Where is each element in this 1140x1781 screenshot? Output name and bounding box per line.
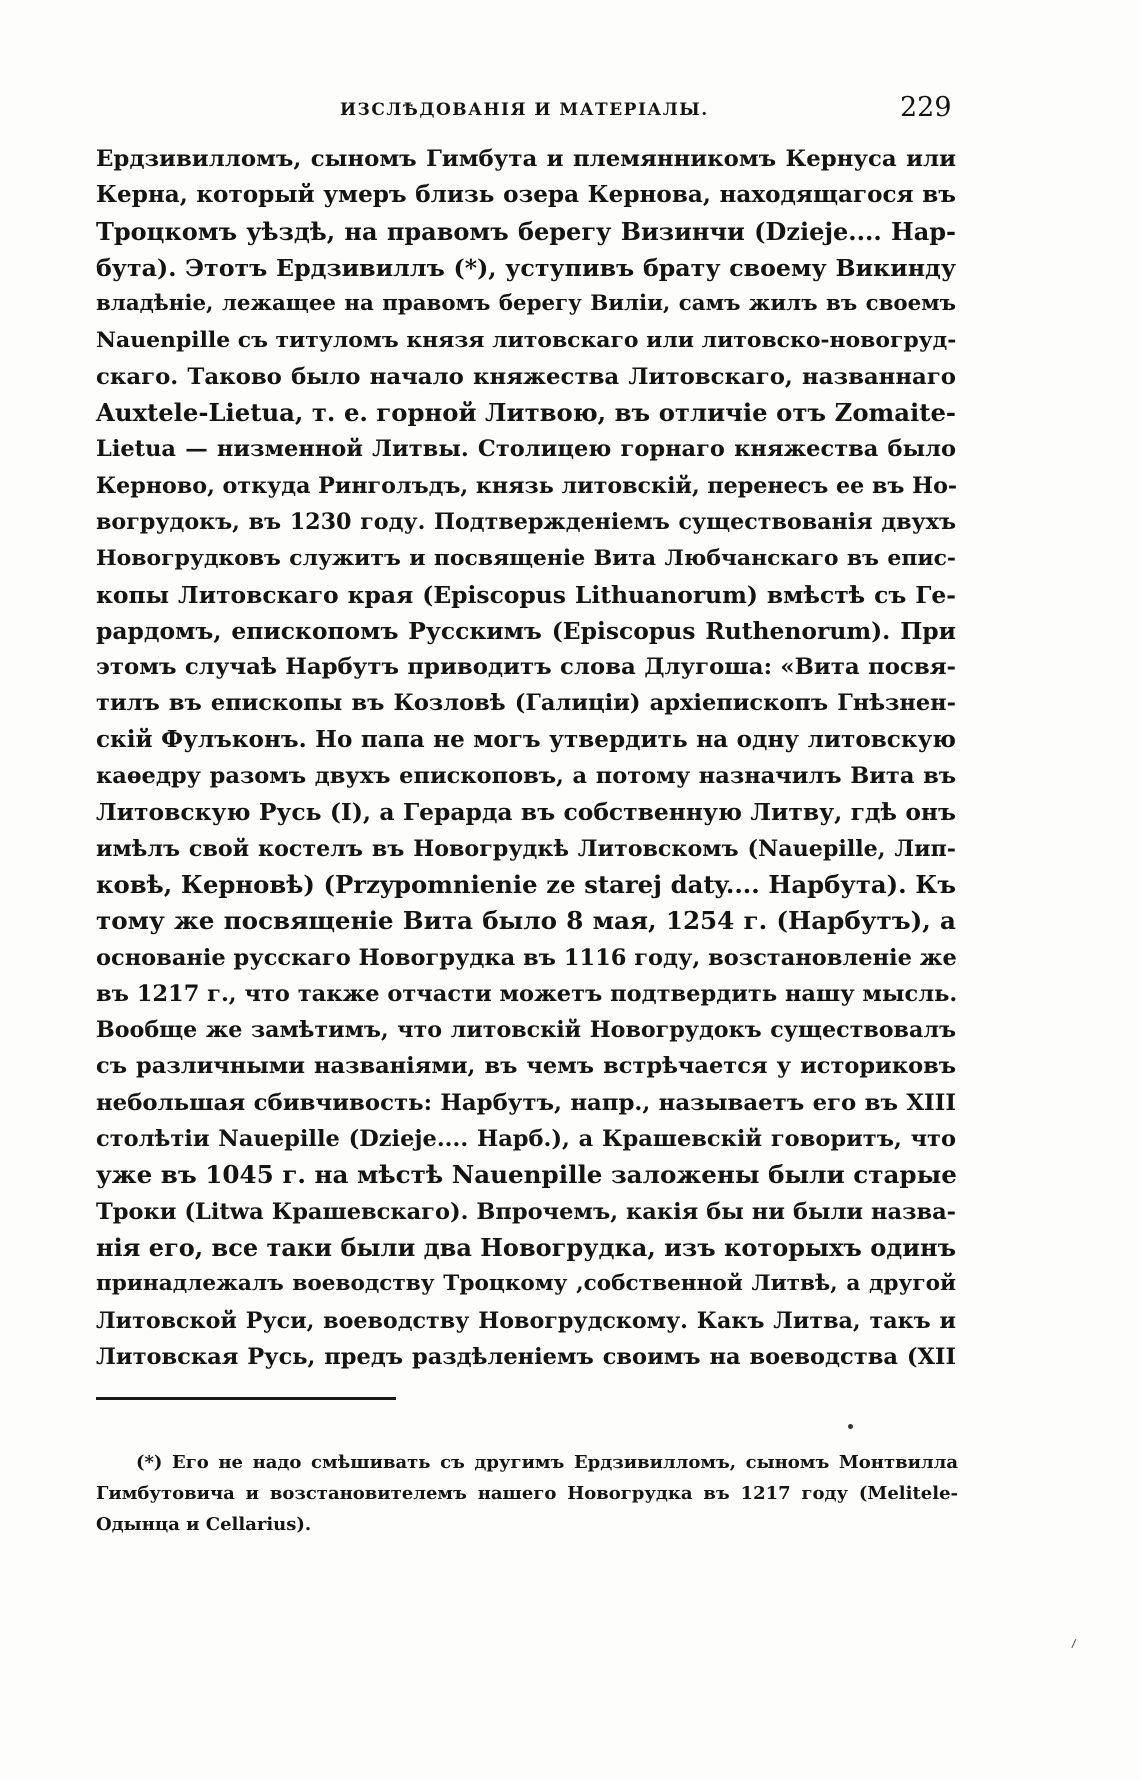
- text-line: скій Фулъконъ. Но папа не могъ утвердить на одну литовскую: [96, 725, 956, 753]
- footnote: [96, 1447, 958, 1540]
- text-line: Троки (Litwa Крашевскаго). Впрочемъ, какія бы ни были назва-: [96, 1198, 956, 1225]
- text-line: Литовской Руси, воеводству Новогрудскому. Какъ Литва, такъ и: [96, 1307, 956, 1334]
- footnote-line: Одынца и Cellarius).: [96, 1514, 312, 1535]
- text-line: Ердзивилломъ, сыномъ Гимбута и племянникомъ Кернуса или: [96, 146, 956, 172]
- text-line: нія его, все таки были два Новогрудка, изъ которыхъ одинъ: [96, 1232, 956, 1262]
- text-line: Литовская Русь, предъ раздѣленіемъ своимъ на воеводства (XII: [96, 1343, 956, 1370]
- text-line: скаго. Таково было начало княжества Литовскаго, названнаго: [96, 363, 956, 390]
- text-line: столѣтіи Nauepille (Dzieje.... Нарб.), а Крашевскій говоритъ, что: [96, 1126, 956, 1153]
- body-text: [96, 141, 956, 1375]
- text-line: основаніе русскаго Новогрудка въ 1116 году, возстановленіе же: [96, 944, 957, 971]
- text-line: Auxtele-Lietua, т. е. горной Литвою, въ отличіе отъ Zomaite-: [96, 398, 956, 428]
- text-line: принадлежалъ воеводству Троцкому ,собственной Литвѣ, а другой: [96, 1271, 956, 1297]
- text-line: Троцкомъ уѣздѣ, на правомъ берегу Визинчи (Dzieje.... Нар-: [96, 216, 956, 246]
- text-line: этомъ случаѣ Нарбутъ приводитъ слова Длугоша: «Вита посвя-: [96, 654, 956, 681]
- text-line: владѣніе, лежащее на правомъ берегу Виліи, самъ жилъ въ своемъ: [96, 291, 956, 317]
- text-line: рардомъ, епископомъ Русскимъ (Episcopus Ruthenorum). При: [96, 616, 956, 645]
- text-line: бута). Этотъ Ердзивиллъ (*), уступивъ брату своему Викинду: [96, 253, 956, 282]
- text-line: Nauenpille съ титуломъ князя литовскаго или литовско-новогруд-: [96, 327, 957, 354]
- text-line: Lietua — низменной Литвы. Столицею горнаго княжества было: [96, 436, 956, 463]
- margin-mark: ⸝: [1063, 1625, 1081, 1652]
- text-line: копы Литовскаго края (Episcopus Lithuanorum) вмѣстѣ съ Ге-: [96, 580, 956, 609]
- running-header: ИЗСЛѢДОВАНІЯ И МАТЕРІАЛЫ.: [340, 100, 709, 120]
- text-line: уже въ 1045 г. на мѣстѣ Nauenpille заложены были старые: [96, 1160, 957, 1190]
- ink-speck: [848, 1424, 853, 1429]
- text-line: Керна, который умеръ близь озера Кернова, находящагося въ: [96, 181, 956, 209]
- text-line: Вообще же замѣтимъ, что литовскій Новогрудокъ существовалъ: [96, 1017, 956, 1044]
- text-line: имѣлъ свой костелъ въ Новогрудкѣ Литовскомъ (Nauepille, Лип-: [96, 835, 956, 862]
- text-line: ковѣ, Керновѣ) (Przypomnienie ze starej daty.... Нарбута). Къ: [96, 869, 956, 899]
- text-line: Новогрудковъ служитъ и посвященіе Вита Любчанскаго въ епис-: [96, 545, 956, 572]
- text-line: тилъ въ епископы въ Козловѣ (Галиціи) архіепископъ Гнѣзнен-: [96, 690, 956, 717]
- text-line: каѳедру разомъ двухъ епископовъ, а потому назначилъ Вита въ: [96, 763, 956, 790]
- page-number: 229: [900, 92, 952, 123]
- text-line: Литовскую Русь (I), а Герарда въ собственную Литву, гдѣ онъ: [96, 798, 956, 827]
- footnote-line: Гимбутовича и возстановителемъ нашего Новогрудка въ 1217 году (Melitele-: [96, 1483, 958, 1504]
- footnote-line: (*) Его не надо смѣшивать съ другимъ Ердзивилломъ, сыномъ Монтвилла: [136, 1452, 958, 1473]
- text-line: съ различными названіями, въ чемъ встрѣчается у историковъ: [96, 1053, 956, 1080]
- text-line: Керново, откуда Ринголъдъ, князь литовскій, перенесъ ее въ Но-: [96, 472, 958, 499]
- text-line: въ 1217 г., что также отчасти можетъ подтвердить нашу мысль.: [96, 980, 958, 1007]
- footnote-divider: [96, 1397, 396, 1400]
- text-line: вогрудокъ, въ 1230 году. Подтвержденіемъ существованія двухъ: [96, 508, 956, 535]
- text-line: небольшая сбивчивость: Нарбутъ, напр., называетъ его въ XIII: [96, 1089, 956, 1116]
- text-line: тому же посвященіе Вита было 8 мая, 1254 г. (Нарбутъ), а: [96, 906, 956, 936]
